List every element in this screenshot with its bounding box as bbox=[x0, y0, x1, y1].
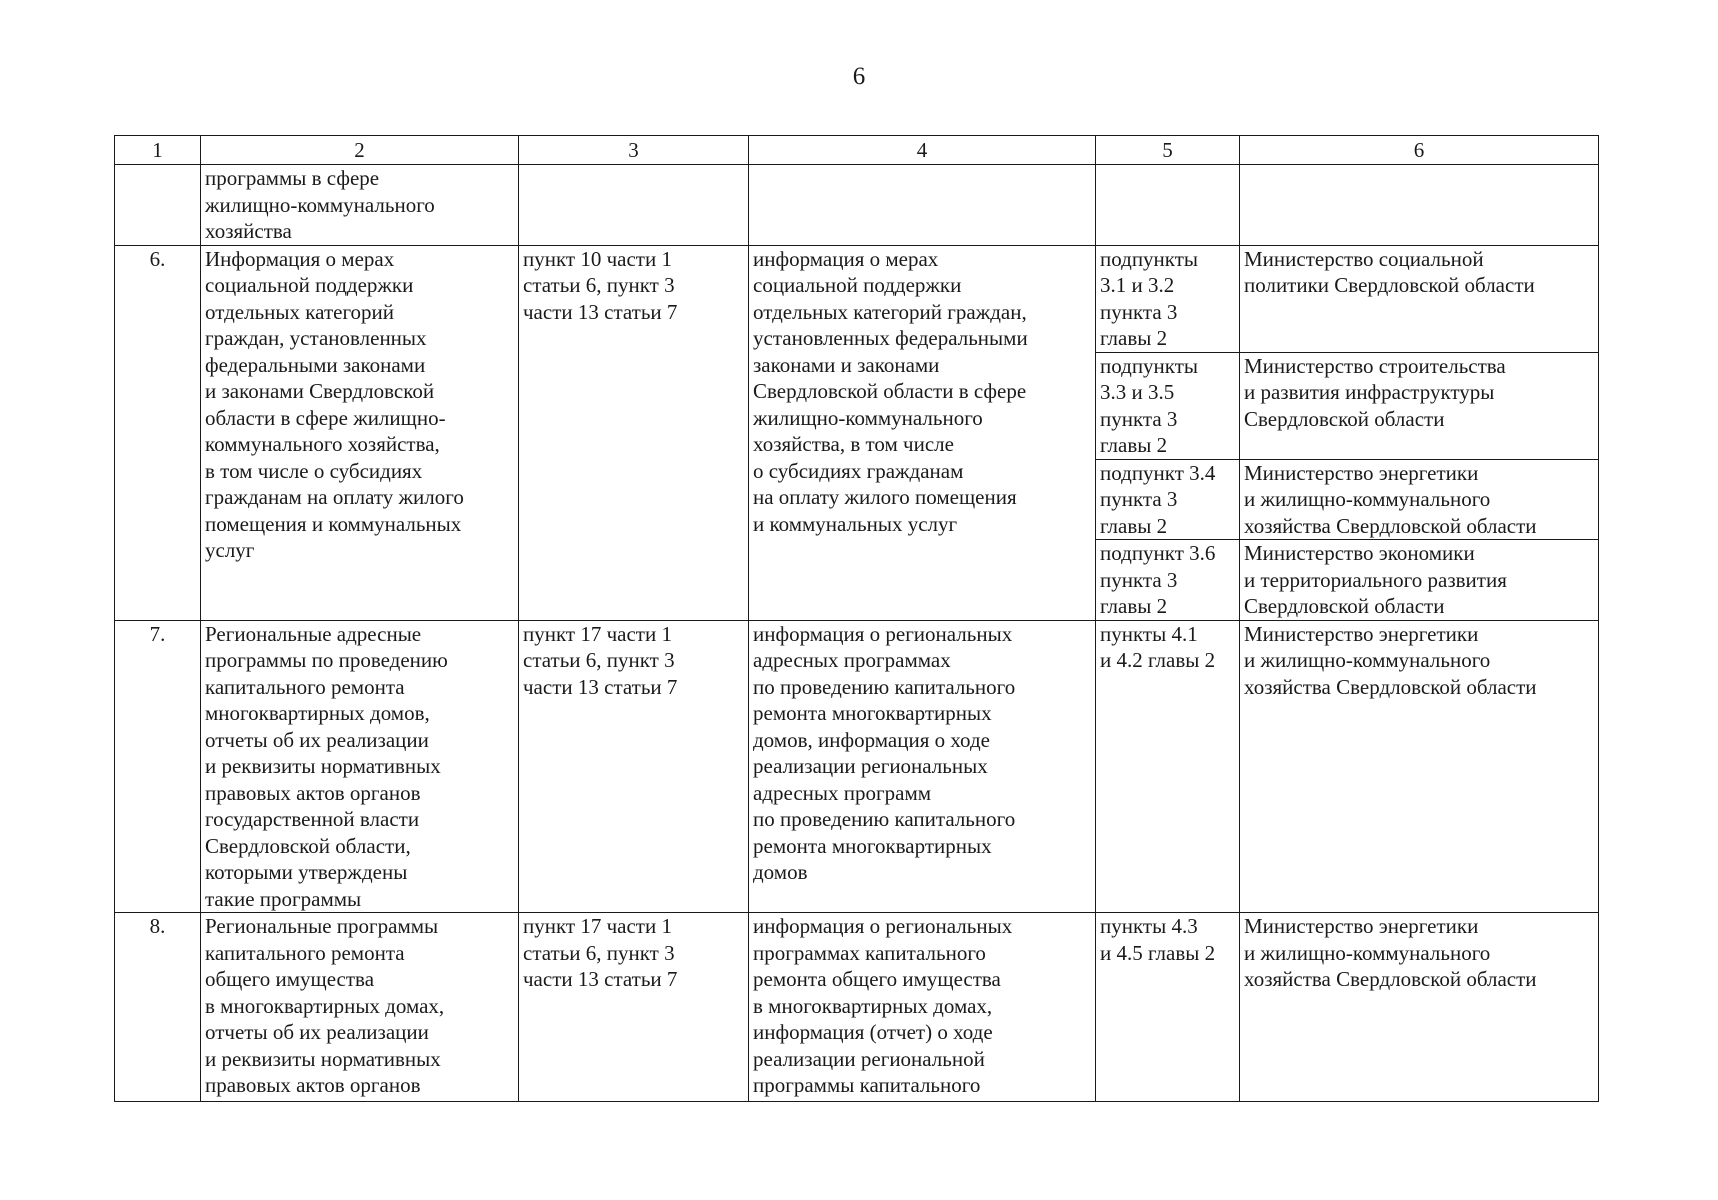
text-line: пункт 17 части 1 bbox=[523, 621, 672, 646]
cell-information bbox=[749, 620, 1096, 913]
text-line: пункта 3 bbox=[1100, 567, 1178, 592]
text-line: программы капитального bbox=[753, 1073, 981, 1097]
table-header-row bbox=[115, 136, 1599, 165]
text-line: Министерство энергетики bbox=[1244, 621, 1479, 646]
text-line: главы 2 bbox=[1100, 513, 1168, 538]
cell-regulation-point bbox=[1096, 540, 1240, 621]
text-line: Министерство строительства bbox=[1244, 353, 1506, 378]
cell-description bbox=[201, 245, 519, 620]
text-line: правовых актов органов bbox=[205, 780, 421, 805]
table-row-6 bbox=[115, 245, 1599, 352]
text-line: Информация о мерах bbox=[205, 246, 395, 271]
text-line: пункт 17 части 1 bbox=[523, 914, 672, 938]
text-line: социальной поддержки bbox=[205, 273, 414, 297]
cell-responsible-body bbox=[1240, 245, 1599, 352]
text-line: отчеты об их реализации bbox=[205, 1020, 429, 1044]
text-line: информация о региональных bbox=[753, 914, 1013, 938]
text-line: жилищно-коммунального bbox=[753, 405, 983, 430]
text-line: и жилищно-коммунального bbox=[1244, 487, 1491, 511]
text-line: и развития инфраструктуры bbox=[1244, 380, 1495, 404]
cell-regulation-point bbox=[1096, 245, 1240, 352]
text-line: подпункты bbox=[1100, 246, 1199, 271]
text-line: и коммунальных услуг bbox=[753, 511, 958, 536]
text-line: главы 2 bbox=[1100, 433, 1168, 457]
cell-regulation-point bbox=[1096, 459, 1240, 540]
text-line: установленных федеральными bbox=[753, 326, 1028, 350]
document-table bbox=[114, 135, 1599, 1102]
text-line: отдельных категорий bbox=[205, 299, 395, 324]
text-line: домов bbox=[753, 860, 808, 884]
text-line: домов, информация о ходе bbox=[753, 727, 990, 752]
text-line: которыми утверждены bbox=[205, 860, 408, 884]
cell-responsible-body bbox=[1240, 352, 1599, 459]
cell-regulation-point bbox=[1096, 620, 1240, 913]
text-line: по проведению капитального bbox=[753, 807, 1016, 831]
text-line: хозяйства Свердловской области bbox=[1244, 674, 1537, 699]
text-line: части 13 статьи 7 bbox=[523, 299, 678, 324]
cell-responsible-body bbox=[1240, 620, 1599, 913]
text-line: Региональные программы bbox=[205, 914, 439, 938]
text-line: 3.1 и 3.2 bbox=[1100, 273, 1175, 297]
text-line: и жилищно-коммунального bbox=[1244, 648, 1491, 672]
text-line: пункты 4.1 bbox=[1100, 621, 1198, 646]
text-line: пункт 10 части 1 bbox=[523, 246, 672, 271]
text-line: федеральными законами bbox=[205, 352, 426, 377]
text-line: помещения и коммунальных bbox=[205, 511, 462, 536]
text-line: отчеты об их реализации bbox=[205, 727, 429, 752]
text-line: законами и законами bbox=[753, 352, 940, 377]
text-line: ремонта многоквартирных bbox=[753, 701, 992, 725]
text-line: адресных программах bbox=[753, 648, 951, 672]
text-line: общего имущества bbox=[205, 967, 375, 991]
text-line: Министерство энергетики bbox=[1244, 914, 1479, 938]
text-line: подпункт 3.4 bbox=[1100, 460, 1216, 485]
text-line: отдельных категорий граждан, bbox=[753, 299, 1027, 324]
text-line: и 4.5 главы 2 bbox=[1100, 940, 1216, 965]
cell-information bbox=[749, 913, 1096, 1102]
text-line: ремонта общего имущества bbox=[753, 967, 1001, 991]
text-line: и реквизиты нормативных bbox=[205, 754, 441, 778]
text-line: Свердловской области, bbox=[205, 833, 411, 858]
column-header: 3 bbox=[519, 136, 749, 165]
text-line: Региональные адресные bbox=[205, 621, 422, 646]
text-line: статьи 6, пункт 3 bbox=[523, 273, 675, 297]
text-line: и законами Свердловской bbox=[205, 379, 435, 403]
text-line: правовых актов органов bbox=[205, 1073, 421, 1097]
page-number: 6 bbox=[852, 63, 866, 90]
text-line: информация о мерах bbox=[753, 246, 939, 271]
cell-legal-basis bbox=[519, 913, 749, 1102]
text-line: Свердловской области bbox=[1244, 594, 1445, 618]
text-line: государственной власти bbox=[205, 807, 420, 831]
cell-legal-basis bbox=[519, 245, 749, 620]
cell-number: 6. bbox=[115, 245, 201, 620]
text-line: капитального ремонта bbox=[205, 940, 405, 965]
text-line: 3.3 и 3.5 bbox=[1100, 380, 1175, 404]
cell-description bbox=[201, 165, 519, 246]
cell-responsible-body bbox=[1240, 459, 1599, 540]
text-line: и территориального развития bbox=[1244, 567, 1507, 592]
text-line: главы 2 bbox=[1100, 594, 1168, 618]
column-header: 4 bbox=[749, 136, 1096, 165]
text-line: информация (отчет) о ходе bbox=[753, 1020, 993, 1044]
text-line: о субсидиях гражданам bbox=[753, 458, 964, 483]
column-header: 1 bbox=[115, 136, 201, 165]
text-line: программах капитального bbox=[753, 940, 986, 965]
text-line: части 13 статьи 7 bbox=[523, 967, 678, 991]
text-line: и жилищно-коммунального bbox=[1244, 940, 1491, 965]
text-line: в многоквартирных домах, bbox=[753, 993, 993, 1018]
cell-number bbox=[115, 165, 201, 246]
text-line: хозяйства Свердловской области bbox=[1244, 967, 1537, 991]
cell-number: 7. bbox=[115, 620, 201, 913]
cell-regulation-point bbox=[1096, 352, 1240, 459]
table-row-continuation bbox=[115, 165, 1599, 246]
cell-legal-basis bbox=[519, 165, 749, 246]
text-line: Свердловской области в сфере bbox=[753, 379, 1027, 403]
text-line: области в сфере жилищно- bbox=[205, 405, 446, 430]
text-line: услуг bbox=[205, 538, 255, 562]
text-line: пункты 4.3 bbox=[1100, 914, 1198, 938]
cell-number: 8. bbox=[115, 913, 201, 1102]
cell-regulation-point bbox=[1096, 165, 1240, 246]
text-line: и реквизиты нормативных bbox=[205, 1046, 441, 1071]
column-header: 2 bbox=[201, 136, 519, 165]
text-line: хозяйства, в том числе bbox=[753, 432, 954, 456]
cell-responsible-body bbox=[1240, 165, 1599, 246]
text-line: коммунального хозяйства, bbox=[205, 432, 440, 456]
cell-information bbox=[749, 165, 1096, 246]
text-line: программы по проведению bbox=[205, 648, 448, 672]
text-line: статьи 6, пункт 3 bbox=[523, 648, 675, 672]
text-line: Министерство социальной bbox=[1244, 246, 1484, 271]
cell-responsible-body bbox=[1240, 913, 1599, 1102]
cell-regulation-point bbox=[1096, 913, 1240, 1102]
text-line: главы 2 bbox=[1100, 326, 1168, 350]
text-line: реализации региональных bbox=[753, 754, 988, 778]
cell-legal-basis bbox=[519, 620, 749, 913]
text-line: пункта 3 bbox=[1100, 406, 1178, 431]
text-line: статьи 6, пункт 3 bbox=[523, 940, 675, 965]
text-line: пункта 3 bbox=[1100, 299, 1178, 324]
text-line: хозяйства Свердловской области bbox=[1244, 513, 1537, 538]
text-line: части 13 статьи 7 bbox=[523, 674, 678, 699]
text-line: многоквартирных домов, bbox=[205, 701, 430, 725]
text-line: программы в сфере bbox=[205, 166, 380, 190]
text-line: ремонта многоквартирных bbox=[753, 833, 992, 858]
text-line: по проведению капитального bbox=[753, 674, 1016, 699]
cell-information bbox=[749, 245, 1096, 620]
text-line: гражданам на оплату жилого bbox=[205, 485, 464, 509]
text-line: в многоквартирных домах, bbox=[205, 993, 445, 1018]
text-line: подпункты bbox=[1100, 353, 1199, 378]
text-line: реализации региональной bbox=[753, 1046, 985, 1071]
text-line: Министерство экономики bbox=[1244, 541, 1475, 565]
cell-responsible-body bbox=[1240, 540, 1599, 621]
text-line: Свердловской области bbox=[1244, 406, 1445, 431]
column-header: 6 bbox=[1240, 136, 1599, 165]
text-line: жилищно-коммунального bbox=[205, 192, 435, 217]
text-line: хозяйства bbox=[205, 219, 292, 243]
text-line: на оплату жилого помещения bbox=[753, 485, 1017, 509]
text-line: и 4.2 главы 2 bbox=[1100, 648, 1216, 672]
text-line: социальной поддержки bbox=[753, 273, 962, 297]
column-header: 5 bbox=[1096, 136, 1240, 165]
text-line: пункта 3 bbox=[1100, 487, 1178, 511]
cell-description bbox=[201, 620, 519, 913]
text-line: в том числе о субсидиях bbox=[205, 458, 423, 483]
text-line: Министерство энергетики bbox=[1244, 460, 1479, 485]
table-row-7 bbox=[115, 620, 1599, 913]
text-line: такие программы bbox=[205, 886, 362, 911]
text-line: подпункт 3.6 bbox=[1100, 541, 1216, 565]
text-line: информация о региональных bbox=[753, 621, 1013, 646]
cell-description bbox=[201, 913, 519, 1102]
table-row-8 bbox=[115, 913, 1599, 1102]
text-line: адресных программ bbox=[753, 780, 932, 805]
text-line: политики Свердловской области bbox=[1244, 273, 1535, 297]
text-line: граждан, установленных bbox=[205, 326, 427, 350]
text-line: капитального ремонта bbox=[205, 674, 405, 699]
